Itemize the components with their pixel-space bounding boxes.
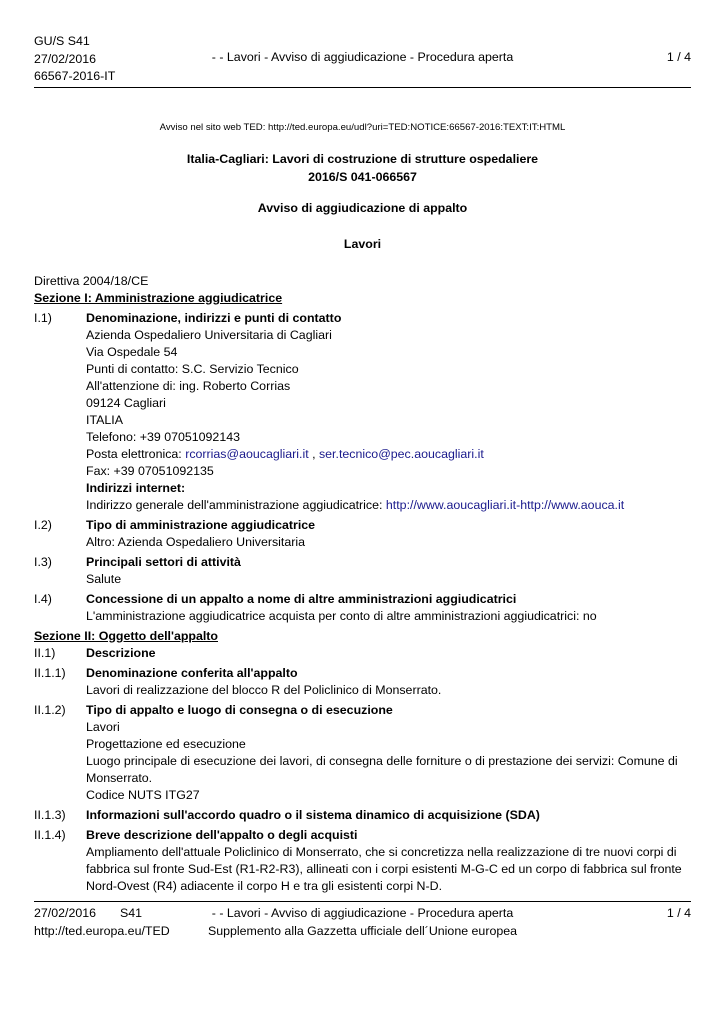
nuts-code: Codice NUTS ITG27 bbox=[86, 788, 200, 802]
item-number: II.1.4) bbox=[34, 828, 66, 842]
email-line bbox=[86, 446, 691, 463]
internet-line bbox=[86, 497, 691, 514]
contract-kind: Lavori bbox=[86, 720, 120, 734]
document-title-line1: Italia-Cagliari: Lavori di costruzione di strutture ospedaliere bbox=[186, 152, 539, 166]
item-i1 bbox=[34, 310, 691, 514]
item-number: I.2) bbox=[34, 518, 52, 532]
item-ii14 bbox=[34, 827, 691, 895]
section-1-title: Sezione I: Amministrazione aggiudicatrice bbox=[34, 291, 283, 305]
email-link-2[interactable]: ser.tecnico@pec.aoucagliari.it bbox=[318, 447, 484, 461]
footer-url: http://ted.europa.eu/TED bbox=[34, 924, 170, 938]
execution-place: Luogo principale di esecuzione dei lavori, di consegna delle forniture o di prestazione dei servizi: Comune di Monserrato. bbox=[86, 754, 678, 785]
header-series: GU/S S41 bbox=[34, 34, 90, 48]
item-number: II.1) bbox=[34, 646, 56, 660]
item-heading: Denominazione, indirizzi e punti di contatto bbox=[86, 311, 342, 325]
item-heading: Denominazione conferita all'appalto bbox=[86, 666, 298, 680]
item-ii12 bbox=[34, 702, 691, 804]
org-city: 09124 Cagliari bbox=[86, 396, 166, 410]
email-separator: , bbox=[308, 447, 319, 461]
item-heading: Tipo di amministrazione aggiudicatrice bbox=[86, 518, 316, 532]
item-ii11 bbox=[34, 665, 691, 699]
contract-type: Lavori bbox=[343, 237, 382, 251]
header-doc-id: 66567-2016-IT bbox=[34, 69, 116, 83]
footer-title: - - Lavori - Avviso di aggiudicazione - Procedura aperta bbox=[211, 906, 514, 920]
org-country: ITALIA bbox=[86, 413, 123, 427]
footer-publication: Supplemento alla Gazzetta ufficiale dell´Unione europea bbox=[207, 924, 518, 938]
internet-link[interactable]: http://www.aoucagliari.it-http://www.aouca.it bbox=[385, 498, 625, 512]
header-date: 27/02/2016 bbox=[34, 51, 97, 66]
item-heading: Tipo di appalto e luogo di consegna o di esecuzione bbox=[86, 703, 393, 717]
item-heading: Informazioni sull'accordo quadro o il sistema dinamico di acquisizione (SDA) bbox=[86, 808, 540, 822]
item-heading: Principali settori di attività bbox=[86, 555, 241, 569]
item-number: I.4) bbox=[34, 592, 52, 606]
header-page-number: 1 / 4 bbox=[666, 50, 691, 64]
contact-point: Punti di contatto: S.C. Servizio Tecnico bbox=[86, 362, 299, 376]
item-text: Salute bbox=[86, 572, 122, 586]
footer-date: 27/02/2016 bbox=[34, 906, 97, 920]
item-text: L'amministrazione aggiudicatrice acquista per conto di altre amministrazioni aggiudicatrici: no bbox=[86, 609, 597, 623]
item-number: II.1.1) bbox=[34, 666, 66, 680]
item-i3 bbox=[34, 554, 691, 588]
footer-center bbox=[34, 904, 691, 940]
phone: Telefono: +39 07051092143 bbox=[86, 430, 240, 444]
item-i2 bbox=[34, 517, 691, 551]
header-title: - - Lavori - Avviso di aggiudicazione - Procedura aperta bbox=[211, 50, 514, 64]
item-number: II.1.2) bbox=[34, 703, 66, 717]
page-footer bbox=[34, 901, 691, 938]
footer-series: S41 bbox=[120, 906, 143, 920]
directive: Direttiva 2004/18/CE bbox=[34, 274, 149, 288]
internet-heading: Indirizzi internet: bbox=[86, 481, 186, 495]
item-heading: Concessione di un appalto a nome di altre amministrazioni aggiudicatrici bbox=[86, 592, 517, 606]
org-name: Azienda Ospedaliero Universitaria di Cagliari bbox=[86, 328, 332, 342]
page-header bbox=[34, 33, 691, 88]
document-body bbox=[34, 273, 691, 895]
email-link-1[interactable]: rcorrias@aoucagliari.it bbox=[185, 447, 309, 461]
item-number: I.3) bbox=[34, 555, 52, 569]
notice-url-line: Avviso nel sito web TED: http://ted.europa.eu/udl?uri=TED:NOTICE:66567-2016:TEXT:IT:HTML bbox=[159, 122, 566, 133]
item-text: Altro: Azienda Ospedaliero Universitaria bbox=[86, 535, 306, 549]
document-title bbox=[0, 150, 725, 186]
item-number: I.1) bbox=[34, 311, 52, 325]
footer-page-number: 1 / 4 bbox=[666, 906, 691, 920]
item-ii1 bbox=[34, 645, 691, 662]
item-text: Lavori di realizzazione del blocco R del Policlinico di Monserrato. bbox=[86, 683, 442, 697]
fax: Fax: +39 07051092135 bbox=[86, 464, 214, 478]
email-label: Posta elettronica: bbox=[86, 447, 186, 461]
item-heading: Descrizione bbox=[86, 646, 156, 660]
item-ii13 bbox=[34, 807, 691, 824]
attention: All'attenzione di: ing. Roberto Corrias bbox=[86, 379, 291, 393]
item-i4 bbox=[34, 591, 691, 625]
org-street: Via Ospedale 54 bbox=[86, 345, 178, 359]
item-number: II.1.3) bbox=[34, 808, 66, 822]
notice-type: Avviso di aggiudicazione di appalto bbox=[257, 201, 468, 215]
document-title-line2: 2016/S 041-066567 bbox=[308, 170, 417, 184]
item-text: Ampliamento dell'attuale Policlinico di Monserrato, che si concretizza nella realizzazione di tre nuovi corpi di fabbrica sul fronte Sud-Est (R1-R2-R3), allineati con i corpi esistenti M-G-C ed un corpo di fabbrica sul fronte Nord-Ovest (R4) adiacente il corpo H e tra gli esistenti corpi N-D. bbox=[86, 845, 682, 893]
contract-mode: Progettazione ed esecuzione bbox=[86, 737, 246, 751]
internet-label: Indirizzo generale dell'amministrazione aggiudicatrice: bbox=[86, 498, 386, 512]
item-heading: Breve descrizione dell'appalto o degli acquisti bbox=[86, 828, 358, 842]
section-2-title: Sezione II: Oggetto dell'appalto bbox=[34, 629, 218, 643]
